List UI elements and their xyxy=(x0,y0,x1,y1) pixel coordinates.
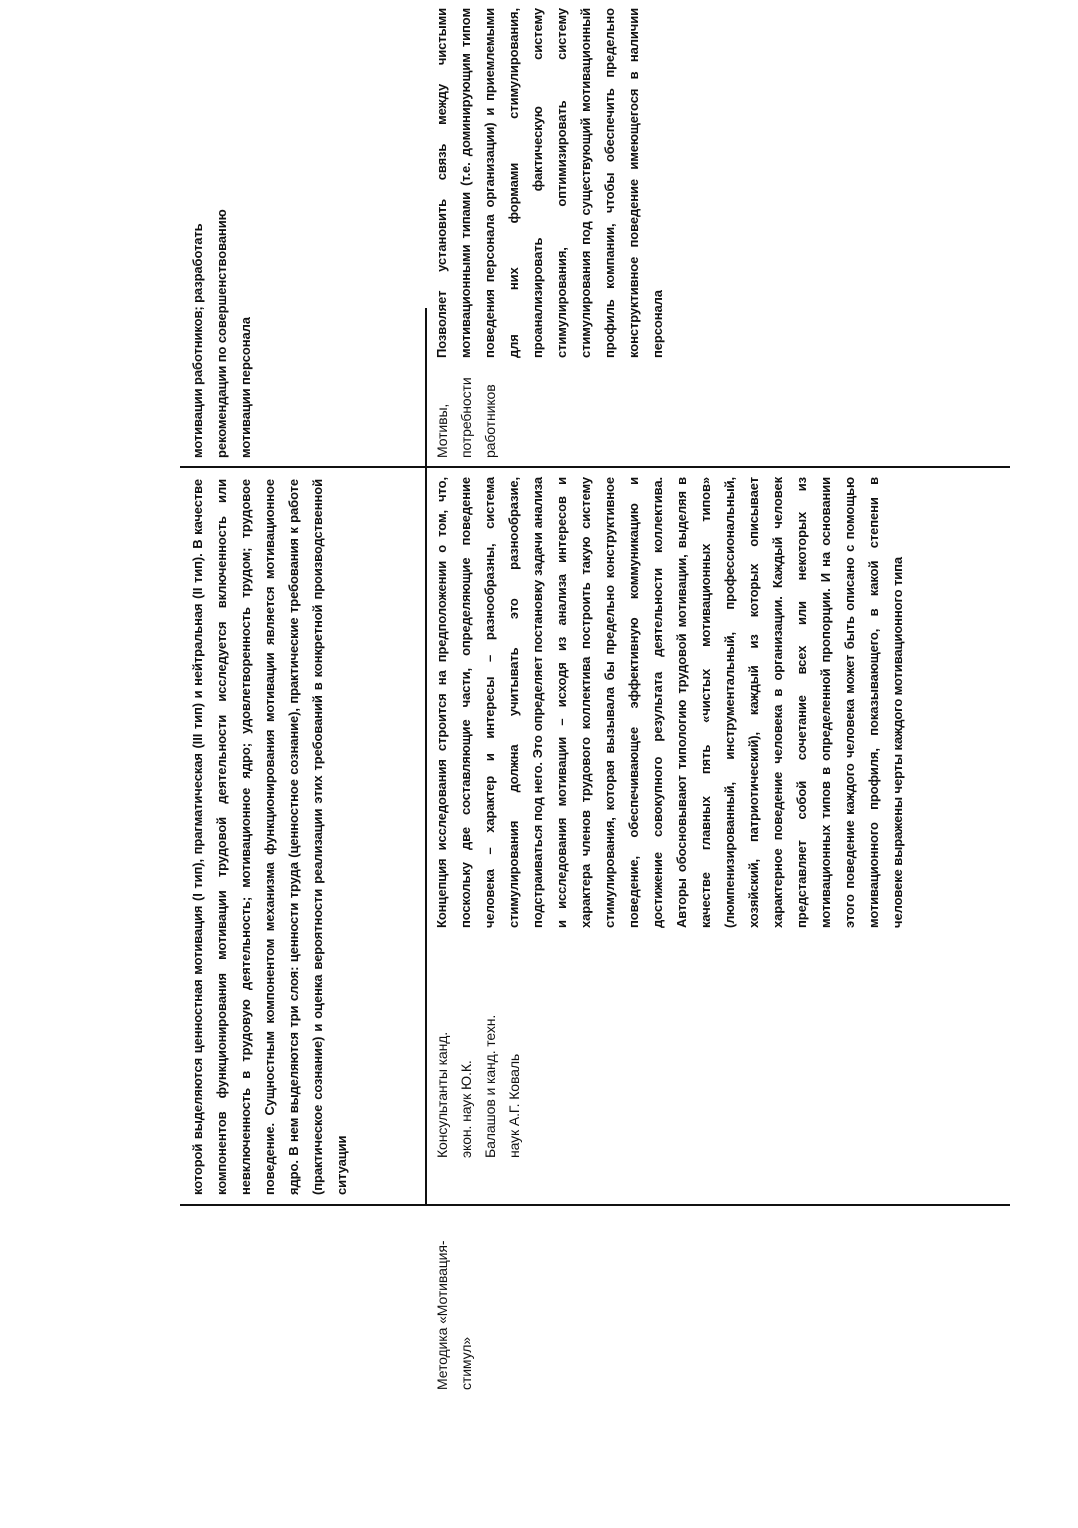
authors-cell: Консультанты канд. экон. наук Ю.К. Балашов и канд. техн. наук А.Г. Коваль xyxy=(434,1014,522,1158)
prev-result-cell: мотивации работников; разработать рекомендации по совершенствованию мотивации персонала xyxy=(190,209,253,458)
column-divider xyxy=(180,1204,1010,1206)
column-divider xyxy=(180,466,425,468)
main-result-cell: Позволяет установить связь между чистыми мотивационными типами (т.е. доминирующим типом поведения персонала организации) и приемлемыми для них формами стимулирования, проанализировать фактическую систему стимулирования, оптимизировать систему стимулирования под существующий мотивационный профиль компании, чтобы обеспечить предельно конструктивное поведение имеющегося в наличии персонала xyxy=(434,8,665,358)
prev-description-cell: которой выделяются ценностная мотивация (I тип), прагматическая (III тип) и нейтральная (II тип). В качестве компонентов функционирования мотивации трудовой деятельности исследуется включенность или невключенность в трудовую деятельность; мотивационное ядро; удовлетворенность трудом; трудовое поведение. Сущностным компонентом механизма функционирования мотивации является мотивационное ядро. В нем выделяются три слоя: ценности труда (ценностное сознание), практические требования к работе (практическое сознание) и оценка вероятности реализации этих требований в конкретной производственной ситуации xyxy=(190,479,349,1195)
column-divider xyxy=(425,466,1010,468)
method-name-cell: Методика «Мотивация-стимул» xyxy=(434,1240,474,1390)
object-cell: Мотивы, потребности работников xyxy=(434,377,498,458)
main-description-cell: Концепция исследования строится на предположении о том, что, поскольку две составляющие части, определяющие поведение человека – характер и интересы – разнообразны, система стимулирования должна учитывать это разнообразие, подстраиваться под него. Это определяет постановку задачи анализа и исследования мотивации – исходя из анализа интересов и характера членов трудового коллектива построить такую систему стимулирования, которая вызывала бы предельно конструктивное поведение, обеспечивающее эффективную коммуникацию и достижение совокупного результата деятельности коллектива. Авторы обосновывают типологию трудовой мотивации, выделяя в качестве главных пять «чистых мотивационных типов» (люмпенизированный, инструментальный, профессиональный, хозяйский, патриотический), каждый из которых описывает характерное поведение человека в организации. Каждый человек представляет собой сочетание всех или некоторых из мотивационных типов в определенной пропорции. И на основании этого поведение каждого человека может быть описано с помощью мотивационного профиля, показывающего, в какой степени в человеке выражены черты каждого мотивационного типа xyxy=(434,477,905,928)
row-divider xyxy=(425,308,427,1206)
